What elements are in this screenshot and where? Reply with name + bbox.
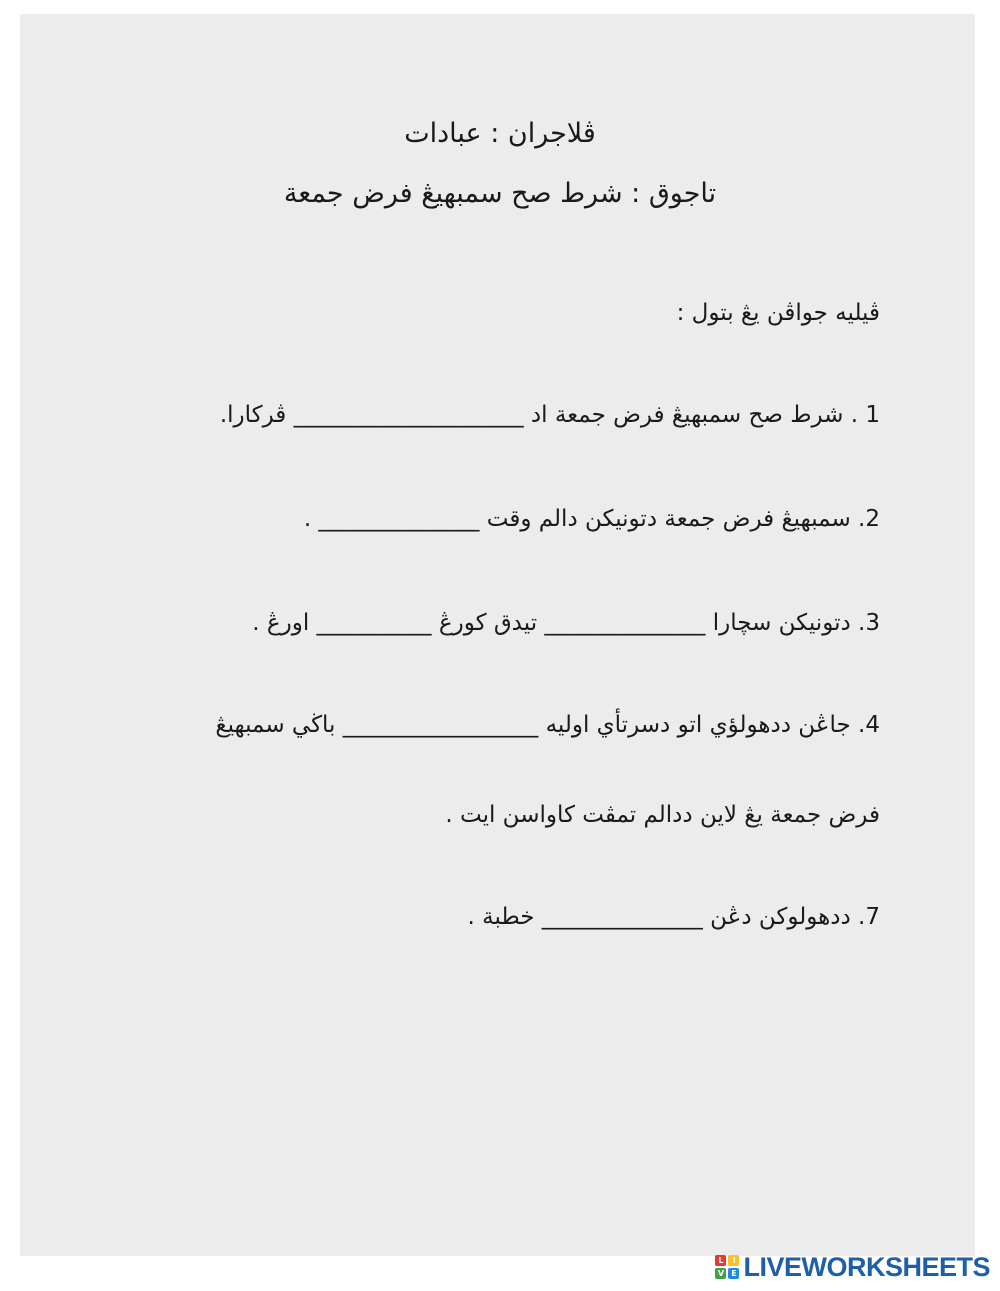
question-7[interactable]: 7. ددهولوكن دڠن ______________ خطبة . xyxy=(467,904,880,930)
question-4-line-1[interactable]: 4. جاڠن ددهولؤي اتو دسرتأي اوليه _________________ باڬي سمبهيڠ xyxy=(215,712,880,738)
logo-tile: L xyxy=(715,1255,726,1266)
subject-heading: ڤلاجران : عبادات xyxy=(404,118,596,149)
liveworksheets-logo-icon xyxy=(715,1255,739,1279)
question-1[interactable]: 1 . شرط صح سمبهيڠ فرض جمعة اد ____________________ ڤركارا. xyxy=(219,402,880,428)
instruction-text: ڤيليه جواڤن يڠ بتول : xyxy=(676,300,880,326)
logo-tile: E xyxy=(728,1268,739,1279)
topic-heading: تاجوق : شرط صح سمبهيڠ فرض جمعة xyxy=(283,178,717,209)
logo-tile: V xyxy=(715,1268,726,1279)
question-3[interactable]: 3. دتونيكن سچارا ______________ تيدق كورڠ __________ اورڠ . xyxy=(252,610,880,636)
liveworksheets-brand[interactable] xyxy=(715,1253,990,1281)
question-4-line-2: فرض جمعة يڠ لاين ددالم تمڤت كاواسن ايت . xyxy=(445,802,880,828)
logo-tile: I xyxy=(728,1255,739,1266)
question-2[interactable]: 2. سمبهيڠ فرض جمعة دتونيكن دالم وقت ______________ . xyxy=(303,506,880,532)
brand-name: LIVEWORKSHEETS xyxy=(743,1251,990,1282)
